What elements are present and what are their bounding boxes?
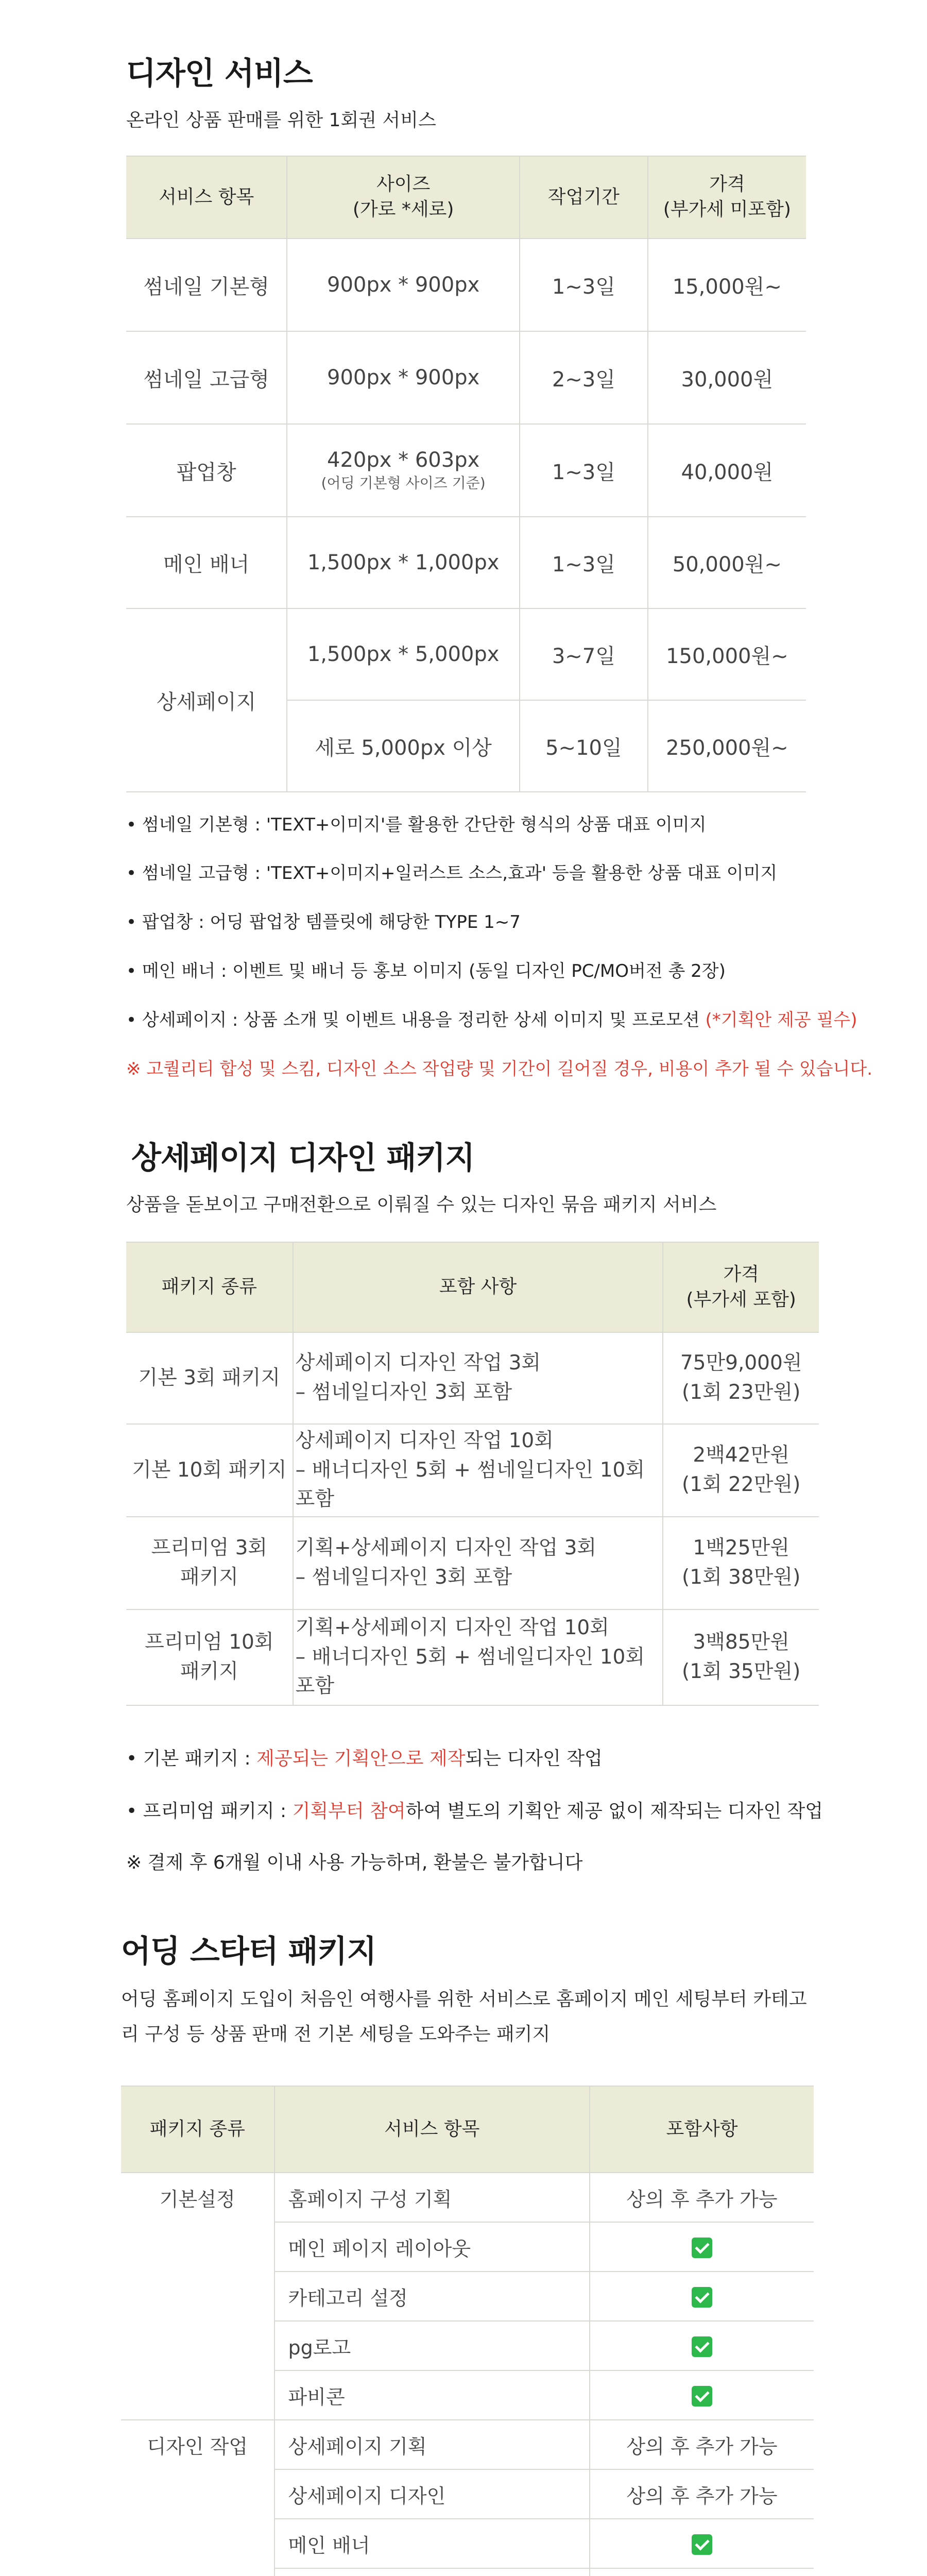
- price-per: (1회 38만원): [682, 1566, 801, 1589]
- package-type: 기본 3회 패키지: [126, 1332, 293, 1424]
- table-row: [121, 2321, 814, 2370]
- includes-line3: 포함: [295, 1674, 335, 1698]
- included-value: [590, 2370, 814, 2420]
- row-price: 150,000원~: [648, 608, 806, 700]
- design-service-table: [126, 156, 806, 792]
- included-value: 상의 후 추가 가능: [590, 2469, 814, 2519]
- package-price: [663, 1332, 819, 1424]
- row-price: 30,000원: [648, 331, 806, 424]
- header-price: [648, 156, 806, 239]
- row-size: 1,500px * 5,000px: [287, 608, 520, 700]
- table-row: [121, 2173, 814, 2222]
- table-row: [121, 2272, 814, 2321]
- row-price: 40,000원: [648, 424, 806, 517]
- header-size-line1: 사이즈: [376, 174, 431, 195]
- bullet-main-banner: • 메인 배너 : 이벤트 및 배너 등 홍보 이미지 (동일 디자인 PC/MO버전 총 2장): [126, 961, 726, 981]
- table-row: [126, 1517, 819, 1609]
- note-premium-rest: 하여 별도의 기획안 제공 없이 제작되는 디자인 작업: [405, 1801, 823, 1822]
- table-row: [126, 239, 806, 331]
- package-group: [121, 2222, 274, 2272]
- bullet-popup: • 팝업창 : 어딩 팝업창 템플릿에 해당한 TYPE 1~7: [126, 912, 521, 933]
- row-size-value: 420px * 603px: [327, 448, 480, 472]
- type-line1: 프리미엄 10회: [145, 1631, 274, 1654]
- package-type: 기본 10회 패키지: [126, 1424, 293, 1517]
- included-value: [590, 2519, 814, 2568]
- row-size: 세로 5,000px 이상: [287, 700, 520, 792]
- package-group: [121, 2519, 274, 2568]
- package-group: [121, 2370, 274, 2420]
- package-group: [121, 2321, 274, 2370]
- section-title: 어딩 스타터 패키지: [121, 1934, 376, 1970]
- row-period: 3~7일: [520, 608, 648, 700]
- row-item: 팝업창: [126, 424, 287, 517]
- section-title: 상세페이지 디자인 패키지: [131, 1140, 475, 1176]
- table-row: [121, 2420, 814, 2469]
- table-row: [126, 1424, 819, 1517]
- row-item: 메인 배너: [126, 517, 287, 608]
- table-row: [121, 2222, 814, 2272]
- row-price: 250,000원~: [648, 700, 806, 792]
- row-item: 썸네일 기본형: [126, 239, 287, 331]
- row-size: 1,500px * 1,000px: [287, 517, 520, 608]
- table-row: [126, 1332, 819, 1424]
- row-size: 900px * 900px: [287, 239, 520, 331]
- table-row: [121, 2469, 814, 2519]
- section-subtitle: 상품을 돋보이고 구매전환으로 이뤄질 수 있는 디자인 묶음 패키지 서비스: [126, 1194, 717, 1215]
- section-title: 디자인 서비스: [126, 56, 313, 92]
- section-desc-line2: 리 구성 등 상품 판매 전 기본 세팅을 도와주는 패키지: [121, 2024, 551, 2045]
- includes-line2: – 썸네일디자인 3회 포함: [295, 1381, 512, 1404]
- header-size: [287, 156, 520, 239]
- header-includes: 포함 사항: [293, 1242, 663, 1332]
- type-line2: 패키지: [180, 1660, 238, 1683]
- row-size-note: (어딩 기본형 사이즈 기준): [321, 474, 486, 492]
- header-package-type: 패키지 종류: [126, 1242, 293, 1332]
- type-line1: 프리미엄 3회: [151, 1536, 268, 1560]
- price-total: 75만9,000원: [680, 1351, 802, 1375]
- note-basic-rest: 되는 디자인 작업: [465, 1748, 603, 1769]
- header-price-line1: 가격: [709, 174, 745, 195]
- package-includes: [293, 1517, 663, 1609]
- price-per: (1회 23만원): [682, 1381, 801, 1404]
- package-price: [663, 1424, 819, 1517]
- bullet-thumbnail-premium: • 썸네일 고급형 : 'TEXT+이미지+일러스트 소스,효과' 등을 활용한 상품 대표 이미지: [126, 863, 778, 884]
- table-row: [126, 1609, 819, 1705]
- package-includes: [293, 1332, 663, 1424]
- header-item: 서비스 항목: [126, 156, 287, 239]
- package-group: [121, 2469, 274, 2519]
- section-desc-line1: 어딩 홈페이지 도입이 처음인 여행사를 위한 서비스로 홈페이지 메인 세팅부터 카테고: [121, 1989, 807, 2010]
- note-premium-package: [126, 1797, 823, 1823]
- table-row: [121, 2519, 814, 2568]
- type-line2: 패키지: [180, 1566, 238, 1589]
- includes-line2: – 썸네일디자인 3회 포함: [295, 1566, 512, 1589]
- bullet-detail-page-required: (*기획안 제공 필수): [705, 1010, 857, 1030]
- package-group: 디자인 작업: [121, 2420, 274, 2469]
- service-item: 메인 페이지 레이아웃: [274, 2222, 590, 2272]
- table-row: [126, 331, 806, 424]
- service-item: 상세페이지 디자인: [274, 2469, 590, 2519]
- service-item: 파비콘: [274, 2370, 590, 2420]
- included-value: [590, 2222, 814, 2272]
- price-per: (1회 35만원): [682, 1660, 801, 1683]
- row-size: 900px * 900px: [287, 331, 520, 424]
- included-value: [590, 2321, 814, 2370]
- detail-package-table: [126, 1242, 819, 1706]
- table-row: [121, 2370, 814, 2420]
- included-value: 상의 후 추가 가능: [590, 2173, 814, 2222]
- note-basic-highlight: 제공되는 기획안으로 제작: [256, 1748, 466, 1769]
- row-period: 2~3일: [520, 331, 648, 424]
- table-row: [126, 608, 806, 700]
- header-price-line2: (부가세 미포함): [663, 199, 791, 220]
- note-premium-label: • 프리미엄 패키지 :: [126, 1801, 293, 1822]
- package-group: [121, 2272, 274, 2321]
- note-basic-label: • 기본 패키지 :: [126, 1748, 257, 1769]
- package-group: 기본설정: [121, 2173, 274, 2222]
- service-item: 카테고리 설정: [274, 2272, 590, 2321]
- includes-line1: 상세페이지 디자인 작업 10회: [295, 1429, 554, 1453]
- includes-line1: 기획+상세페이지 디자인 작업 3회: [295, 1536, 597, 1560]
- note-basic-package: [126, 1744, 603, 1770]
- included-value: [590, 2568, 814, 2576]
- bullet-detail-page: [126, 1006, 857, 1031]
- cost-warning: ※ 고퀄리티 합성 및 스킴, 디자인 소스 작업량 및 기간이 길어질 경우, 비용이 추가 될 수 있습니다.: [126, 1059, 873, 1079]
- package-includes: [293, 1609, 663, 1705]
- package-price: [663, 1517, 819, 1609]
- header-price: [663, 1242, 819, 1332]
- table-row: [126, 424, 806, 517]
- package-type: [126, 1517, 293, 1609]
- row-price: 50,000원~: [648, 517, 806, 608]
- price-total: 1백25만원: [693, 1536, 789, 1560]
- check-icon: [692, 2238, 712, 2258]
- table-row: [126, 517, 806, 608]
- header-price-line2: (부가세 포함): [686, 1289, 796, 1310]
- row-price: 15,000원~: [648, 239, 806, 331]
- row-item: 썸네일 고급형: [126, 331, 287, 424]
- section-subtitle: 온라인 상품 판매를 위한 1회권 서비스: [126, 110, 436, 131]
- header-service: 서비스 항목: [274, 2086, 590, 2173]
- package-type: [126, 1609, 293, 1705]
- note-refund-policy: ※ 결제 후 6개월 이내 사용 가능하며, 환불은 불가합니다: [126, 1852, 583, 1873]
- includes-line3: 포함: [295, 1487, 335, 1511]
- row-period: 1~3일: [520, 517, 648, 608]
- service-item: 메인 배너: [274, 2519, 590, 2568]
- includes-line1: 상세페이지 디자인 작업 3회: [295, 1351, 541, 1375]
- service-item: 상세페이지 기획: [274, 2420, 590, 2469]
- includes-line2: – 배너디자인 5회 + 썸네일디자인 10회: [295, 1458, 645, 1482]
- header-price-line1: 가격: [723, 1263, 759, 1285]
- note-premium-highlight: 기획부터 참여: [292, 1801, 406, 1822]
- included-value: [590, 2272, 814, 2321]
- includes-line1: 기획+상세페이지 디자인 작업 10회: [295, 1616, 609, 1640]
- check-icon: [692, 2287, 712, 2308]
- header-period: 작업기간: [520, 156, 648, 239]
- service-item: 홈페이지 구성 기획: [274, 2173, 590, 2222]
- row-period: 1~3일: [520, 239, 648, 331]
- includes-line2: – 배너디자인 5회 + 썸네일디자인 10회: [295, 1645, 645, 1669]
- package-price: [663, 1609, 819, 1705]
- bullet-thumbnail-basic: • 썸네일 기본형 : 'TEXT+이미지'를 활용한 간단한 형식의 상품 대표 이미지: [126, 815, 707, 835]
- check-icon: [692, 2534, 712, 2555]
- service-item: [274, 2568, 590, 2576]
- check-icon: [692, 2386, 712, 2406]
- header-package-type: 패키지 종류: [121, 2086, 274, 2173]
- table-row: [121, 2568, 814, 2576]
- row-size: [287, 424, 520, 517]
- price-total: 3백85만원: [693, 1631, 789, 1654]
- price-per: (1회 22만원): [682, 1473, 801, 1496]
- package-group: [121, 2568, 274, 2576]
- service-item: pg로고: [274, 2321, 590, 2370]
- package-includes: [293, 1424, 663, 1517]
- included-value: 상의 후 추가 가능: [590, 2420, 814, 2469]
- check-icon: [692, 2336, 712, 2357]
- price-total: 2백42만원: [693, 1444, 789, 1467]
- row-item: 상세페이지: [126, 608, 287, 792]
- starter-package-table: [121, 2086, 814, 2576]
- header-size-line2: (가로 *세로): [352, 199, 454, 220]
- row-period: 1~3일: [520, 424, 648, 517]
- bullet-detail-page-text: • 상세페이지 : 상품 소개 및 이벤트 내용을 정리한 상세 이미지 및 프로모션: [126, 1010, 706, 1030]
- row-period: 5~10일: [520, 700, 648, 792]
- header-includes: 포함사항: [590, 2086, 814, 2173]
